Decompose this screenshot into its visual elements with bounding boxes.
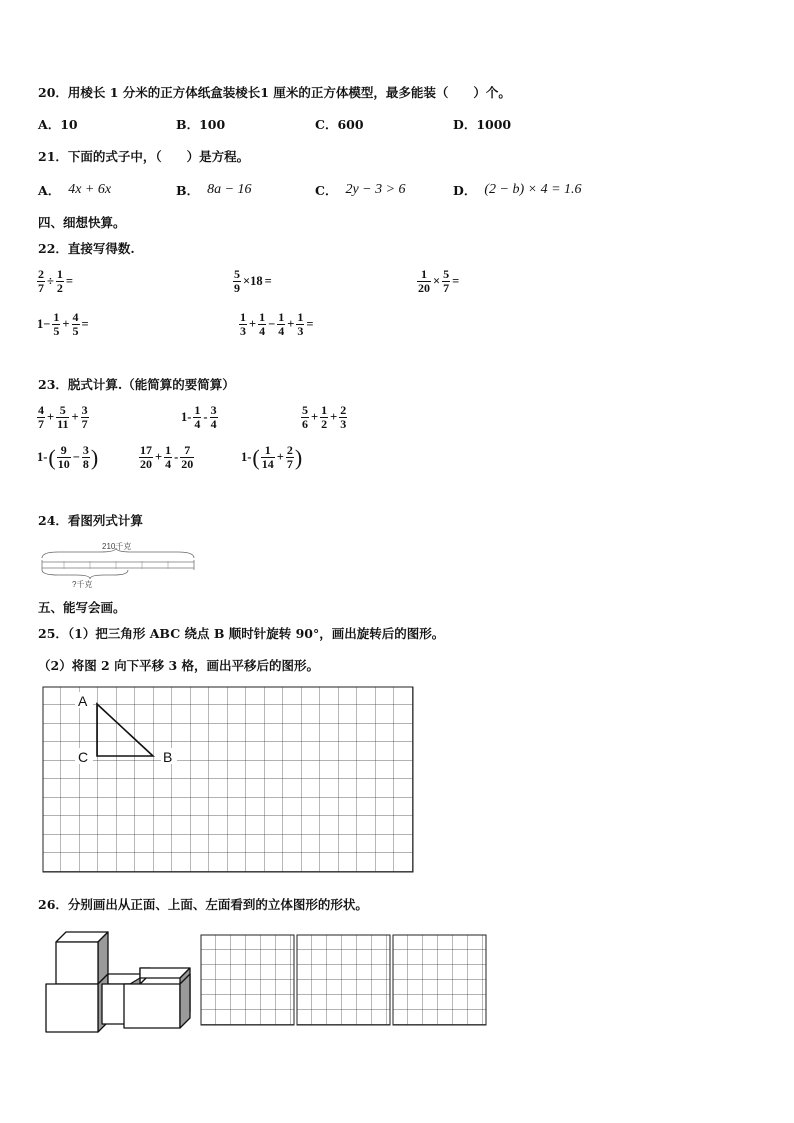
q21-stem: 21．下面的式子中，（ ）是方程。 <box>38 149 250 164</box>
q20-option-c: C．600 <box>315 117 364 132</box>
q24-stem: 24．看图列式计算 <box>38 513 143 528</box>
q26-cube-figure <box>44 928 194 1036</box>
q22-item-3: $\frac{1}{20}$ × $\frac{5}{7}$ = <box>418 267 460 295</box>
section-5-heading: 五、能写会画。 <box>38 600 126 615</box>
q22-item-5: $\frac{1}{3}$ + $\frac{1}{4}$ − $\frac{1}{4}$ + $\frac{1}{3}$ = <box>240 310 314 338</box>
q23-item-4: 1- ( $\frac{9}{10}$ − $\frac{3}{8}$ ) <box>37 443 99 471</box>
q21-option-a: A． 4x + 6x <box>38 182 112 198</box>
q20-stem: 20．用棱长 1 分米的正方体纸盒装棱长1 厘米的正方体模型，最多能装（ ）个。 <box>38 85 511 100</box>
point-a-label: A <box>78 693 88 709</box>
q23-item-2: 1- $\frac{1}{4}$ - $\frac{3}{4}$ <box>181 403 217 431</box>
q20-option-b: B．100 <box>176 117 226 132</box>
total-label: 210千克 <box>102 542 132 551</box>
cube-front-face <box>56 942 98 984</box>
point-c-label: C <box>78 749 89 765</box>
q22-item-2: $\frac{5}{9}$ ×18 = <box>234 267 272 295</box>
q25-stem-2: （2）将图 2 向下平移 3 格，画出平移后的图形。 <box>38 658 320 673</box>
q26-grid-front <box>200 934 296 1028</box>
q26-stem: 26．分别画出从正面、上面、左面看到的立体图形的形状。 <box>38 897 368 912</box>
q23-item-3: $\frac{5}{6}$ + $\frac{1}{2}$ + $\frac{2}{3}$ <box>302 403 347 431</box>
grid-area <box>43 687 413 872</box>
grid-area <box>201 935 294 1025</box>
q23-item-6: 1- ( $\frac{1}{14}$ + $\frac{2}{7}$ ) <box>241 443 303 471</box>
q24-segment-diagram <box>38 538 200 590</box>
section-4-heading: 四、细想快算。 <box>38 215 126 230</box>
q23-item-5: $\frac{17}{20}$ + $\frac{1}{4}$ - $\frac{7}{20}$ <box>140 443 194 471</box>
cube-side-face <box>180 974 190 1028</box>
q25-grid <box>42 686 416 876</box>
cube-front-face <box>46 984 98 1032</box>
q20-option-a: A．10 <box>38 117 78 132</box>
q22-stem: 22．直接写得数. <box>38 241 135 256</box>
q26-grid-left <box>392 934 488 1028</box>
q23-stem: 23．脱式计算.（能简算的要简算） <box>38 377 235 392</box>
q22-item-1: $\frac{2}{7}$ ÷ $\frac{1}{2}$ = <box>38 267 73 295</box>
q22-item-4: 1− $\frac{1}{5}$ + $\frac{4}{5}$ = <box>37 310 89 338</box>
q25-stem-1: 25．（1）把三角形 ABC 绕点 B 顺时针旋转 90°，画出旋转后的图形。 <box>38 626 445 641</box>
part-label: ?千克 <box>72 580 93 589</box>
q21-option-d: D． (2 − b) × 4 = 1.6 <box>453 182 582 198</box>
cube-front-face <box>124 984 180 1028</box>
q26-grid-top <box>296 934 392 1028</box>
q21-option-b: B． 8a − 16 <box>176 182 252 198</box>
q23-item-1: $\frac{4}{7}$ + $\frac{5}{11}$ + $\frac{3}{7}$ <box>38 403 88 431</box>
grid-area <box>393 935 486 1025</box>
part-brace <box>42 570 128 579</box>
point-b-label: B <box>163 749 173 765</box>
q20-option-d: D．1000 <box>453 117 512 132</box>
grid-area <box>297 935 390 1025</box>
q21-option-c: C． 2y − 3 > 6 <box>315 182 406 198</box>
